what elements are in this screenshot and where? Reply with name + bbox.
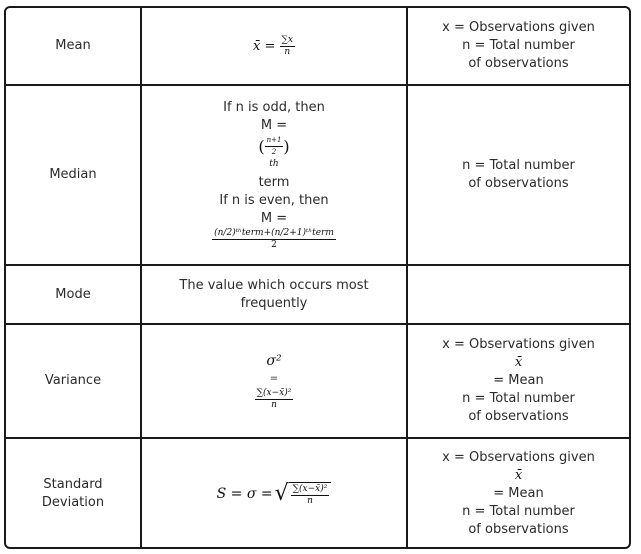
measure-label: Deviation [41,495,105,510]
mode-description-line: The value which occurs most [179,277,369,293]
even-m: M = [260,211,288,226]
formula-cell [142,8,408,84]
table-row-standard-deviation [6,439,629,549]
note-line: x̄ [514,468,523,483]
note-line: n = Total number [462,504,575,519]
odd-th: th [269,159,279,169]
measure-cell [6,8,142,84]
table-row-mean [6,8,629,86]
note-line: = Mean [493,373,544,388]
even-denominator: 2 [271,240,277,250]
std-dev-formula [217,482,332,507]
statistics-formula-table [4,6,631,549]
notes-cell [408,86,629,264]
formula-numerator: ∑x [281,34,294,45]
formula-denominator: n [284,46,291,57]
note-line: x̄ [514,355,523,370]
odd-term: term [258,175,290,190]
mean-formula [253,35,295,58]
note-line: of observations [468,409,569,424]
formula-lhs: x̄ [252,38,261,54]
odd-median-expression [258,135,289,170]
odd-intro: If n is odd, then [223,100,325,115]
formula-cell [142,266,408,323]
note-line: x = Observations given [442,450,595,465]
measure-label: Mode [55,286,91,302]
formula-cell [142,325,408,437]
radical-sign: √ [274,481,289,506]
mode-description-line: frequently [240,295,308,311]
note-line: = Mean [493,486,544,501]
notes-cell [408,266,629,323]
note-line: of observations [468,176,569,191]
std-dev-numerator: ∑(x−x̄)² [292,483,328,494]
notes-cell [408,8,629,84]
measure-label: Standard [43,477,103,492]
table-row-median [6,86,629,266]
note-line: of observations [468,56,569,71]
measure-cell [6,86,142,264]
variance-numerator: ∑(x−x̄)² [256,387,292,398]
formula-cell [142,439,408,549]
table-row-mode [6,266,629,325]
inner-denominator: 2 [271,148,277,156]
paren-open: ( [258,136,265,156]
odd-m: M = [260,118,288,133]
sigma-squared: σ² [266,352,282,369]
formula-eq: = [264,38,276,54]
inner-numerator: n+1 [265,135,284,147]
measure-cell [6,439,142,549]
variance-denominator: n [271,399,277,410]
even-median-expression [212,228,336,251]
measure-cell [6,325,142,437]
note-line: n = Total number [462,158,575,173]
table-row-variance [6,325,629,439]
measure-cell [6,266,142,323]
variance-eq: = [269,372,279,384]
notes-cell [408,439,629,549]
std-dev-lhs: S = σ = [216,486,273,502]
std-dev-denominator: n [307,495,313,506]
note-line: n = Total number [462,391,575,406]
note-line: n = Total number [462,38,575,53]
note-line: x = Observations given [442,337,595,352]
measure-label: Mean [55,38,91,53]
measure-label: Median [49,167,97,182]
even-numerator: (n/2)ᵗʰterm+(n/2+1)ᵗʰterm [214,228,334,238]
measure-label: Variance [44,373,102,388]
formula-cell [142,86,408,264]
even-intro: If n is even, then [219,193,329,208]
paren-close: ) [283,136,290,156]
note-line: of observations [468,522,569,537]
variance-fraction [255,388,294,411]
notes-cell [408,325,629,437]
note-line: x = Observations given [442,20,595,35]
